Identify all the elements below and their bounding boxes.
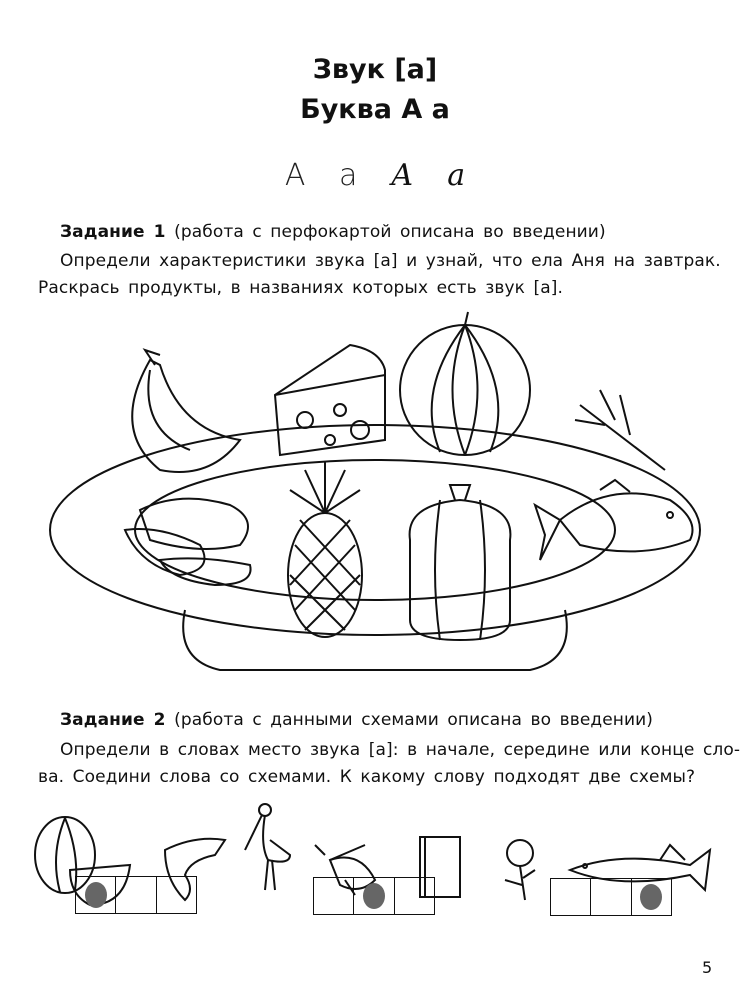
cursive-lower: а [447,158,466,193]
schema-cell [551,879,591,915]
title-letter: Буква А а [300,94,450,125]
schema-cell [314,878,354,914]
sound-dot [85,882,107,908]
print-lower: а [338,158,358,193]
rose-icon [505,840,535,900]
task1-label: Задание 1 [60,222,166,242]
title-sound: Звук [а] [312,54,438,85]
sound-dot [640,884,662,910]
task1-line2: Раскрась продукты, в названиях которых есть звук [а]. [38,278,564,298]
schema-cell [76,877,116,913]
task2-line1: Определи в словах место звука [а]: в начале, середине или конце сло- [60,740,741,760]
schema-middle[interactable] [313,877,435,915]
task1-note: (работа с перфокартой описана во введении) [174,222,606,242]
schema-cell [591,879,631,915]
schema-start[interactable] [75,876,197,914]
task1-line1: Определи характеристики звука [а] и узнай, что ела Аня на завтрак. [60,251,721,271]
task2-line2: ва. Соедини слова со схемами. К какому слову подходят две схемы? [38,767,696,787]
print-upper: А [284,158,306,193]
schema-cell [395,878,434,914]
page-number: 5 [702,958,713,977]
schema-end[interactable] [550,878,672,916]
task2-label: Задание 2 [60,710,166,730]
schema-cell [354,878,394,914]
schema-cell [632,879,671,915]
sound-dot [363,883,385,909]
schema-cell [116,877,156,913]
stork-icon [245,804,290,890]
task2-note: (работа с данными схемами описана во введении) [174,710,654,730]
cursive-upper: А [390,158,414,193]
schema-cell [157,877,196,913]
